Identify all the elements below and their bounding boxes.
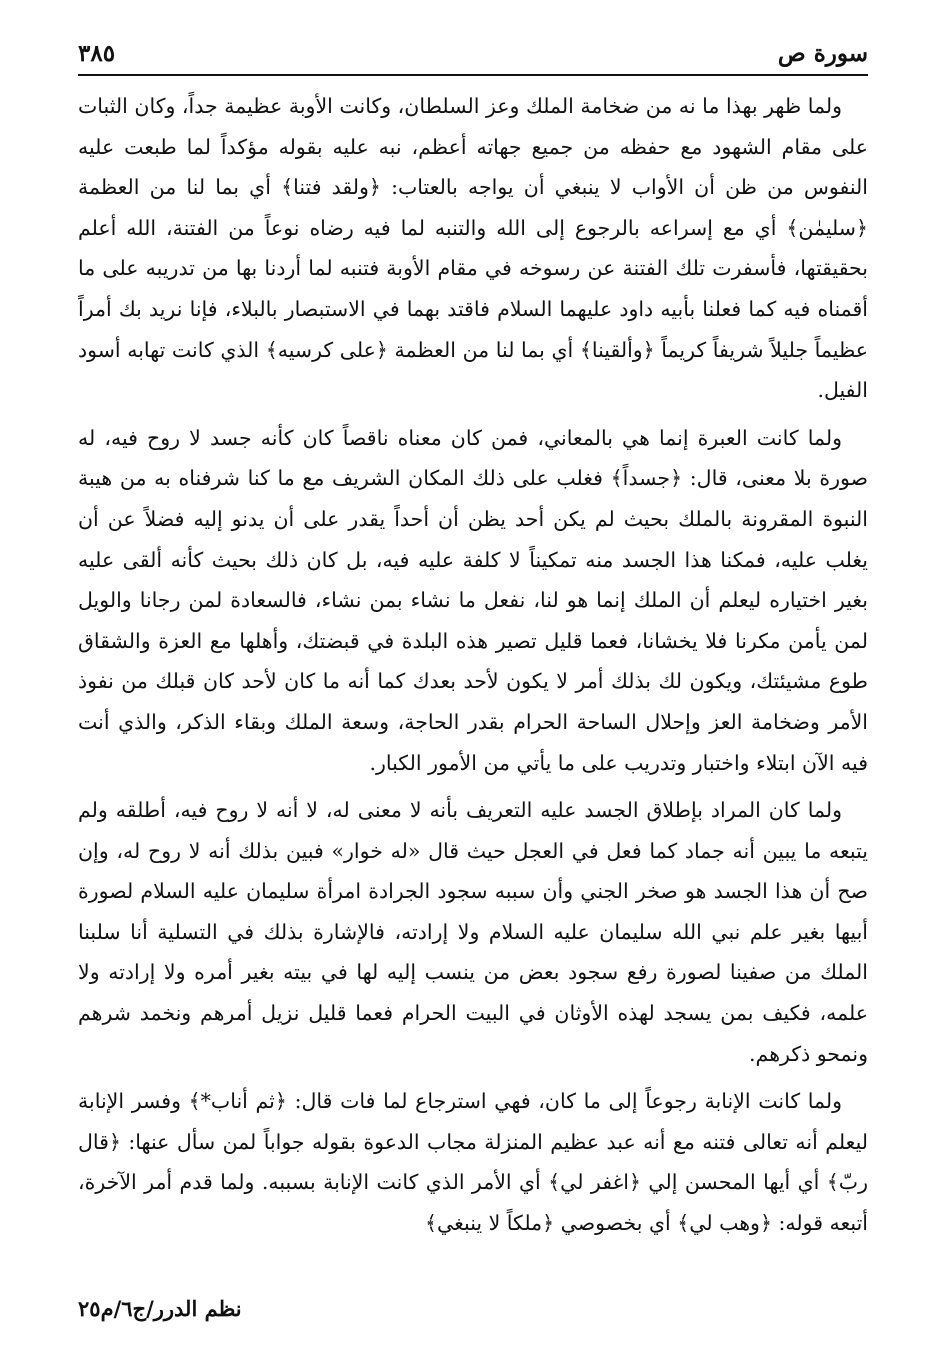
paragraph-1: ولما ظهر بهذا ما نه من ضخامة الملك وعز السلطان، وكانت الأوبة عظيمة جداً، وكان الثبات على مقام الشهود مع حفظه من جميع جهاته أعظم، نبه عليه بقوله مؤكداً لما طبعت عليه النفوس من ظن أن الأواب لا ينبغي أن يواجه بالعتاب: ﴿ولقد فتنا﴾ أي بما لنا من العظمة ﴿سليمٰن﴾ أي مع إسراعه بالرجوع إلى الله والتنبه لما فيه رضاه نوعاً من الفتنة، الله أعلم بحقيقتها، فأسفرت تلك الفتنة عن رسوخه في مقام الأوبة فتنبه لما أردنا بها من تدريبه على ما أقمناه فيه كما فعلنا بأبيه داود عليهما السلام فاقتد بهما في الاستبصار بالبلاء، فإنا نريد بك أمراً عظيماً جليلاً شريفاً كريماً ﴿وألقينا﴾ أي بما لنا من العظمة ﴿على كرسيه﴾ الذي كانت تهابه أسود الفيل. <box>78 94 868 403</box>
paragraph-2: ولما كانت العبرة إنما هي بالمعاني، فمن كان معناه ناقصاً كان كأنه جسد لا روح فيه، له صورة بلا معنى، قال: ﴿جسداً﴾ فغلب على ذلك المكان الشريف مع ما كنا شرفناه به من هيبة النبوة المقرونة بالملك بحيث لم يكن أحد يظن أن أحداً يقدر على أن يدنو إليه فضلاً عن أن يغلب عليه، فمكنا هذا الجسد منه تمكيناً لا كلفة عليه فيه، بل كان ذلك بحيث كأنه ألقى عليه بغير اختياره ليعلم أن الملك إنما هو لنا، نفعل ما نشاء بمن نشاء، فالسعادة لمن رجانا والويل لمن يأمن مكرنا فلا يخشانا، فعما قليل تصير هذه البلدة في قبضتك، وأهلها مع العزة والشقاق طوع مشيئتك، ويكون لك بذلك أمر لا يكون لأحد بعدك كما أنه ما كان لأحد كان قبلك من نفوذ الأمر وضخامة العز وإحلال الساحة الحرام بقدر الحاجة، وسعة الملك وبقاء الذكر، والذي أنت فيه الآن ابتلاء واختبار وتدريب على ما يأتي من الأمور الكبار. <box>78 425 868 775</box>
paragraph-3: ولما كان المراد بإطلاق الجسد عليه التعريف بأنه لا معنى له، لا أنه لا روح فيه، أطلقه ولم يتبعه ما يبين أنه جماد كما فعل في العجل حيث قال «له خوار» فبين بذلك أنه لا روح له، وإن صح أن هذا الجسد هو صخر الجني وأن سببه سجود الجرادة امرأة سليمان عليه السلام لصورة أبيها بغير علم نبي الله سليمان عليه السلام ولا إرادته، فالإشارة بذلك في التسلية أنا سلبنا الملك من صفينا لصورة رفع سجود بعض من ينسب إليه لها في بيته بغير أمره ولا إرادته ولا علمه، فكيف بمن يسجد لهذه الأوثان في البيت الحرام فعما قليل نزيل أمرهم ونخمد شرهم ونمحو ذكرهم. <box>78 798 868 1066</box>
page-header <box>78 38 868 74</box>
header-divider <box>78 74 868 76</box>
paragraph-4: ولما كانت الإنابة رجوعاً إلى ما كان، فهي استرجاع لما فات قال: ﴿ثم أناب*﴾ وفسر الإنابة ليعلم أنه تعالى فتنه مع أنه عبد عظيم المنزلة مجاب الدعوة بقوله جواباً لمن سأل عنها: ﴿قال ربّ﴾ أي أيها المحسن إلي ﴿اغفر لي﴾ أي الأمر الذي كانت الإنابة بسببه. ولما قدم أمر الآخرة، أتبعه قوله: ﴿وهب لي﴾ أي بخصوصي ﴿ملكاً لا ينبغي﴾ <box>78 1089 868 1236</box>
printer-signature: نظم الدرر/ج٦/م٢٥ <box>78 1296 242 1321</box>
surah-title: سورة ص <box>777 40 868 67</box>
page-number: ٣٨٥ <box>78 40 116 67</box>
tafsir-body <box>78 86 868 1251</box>
